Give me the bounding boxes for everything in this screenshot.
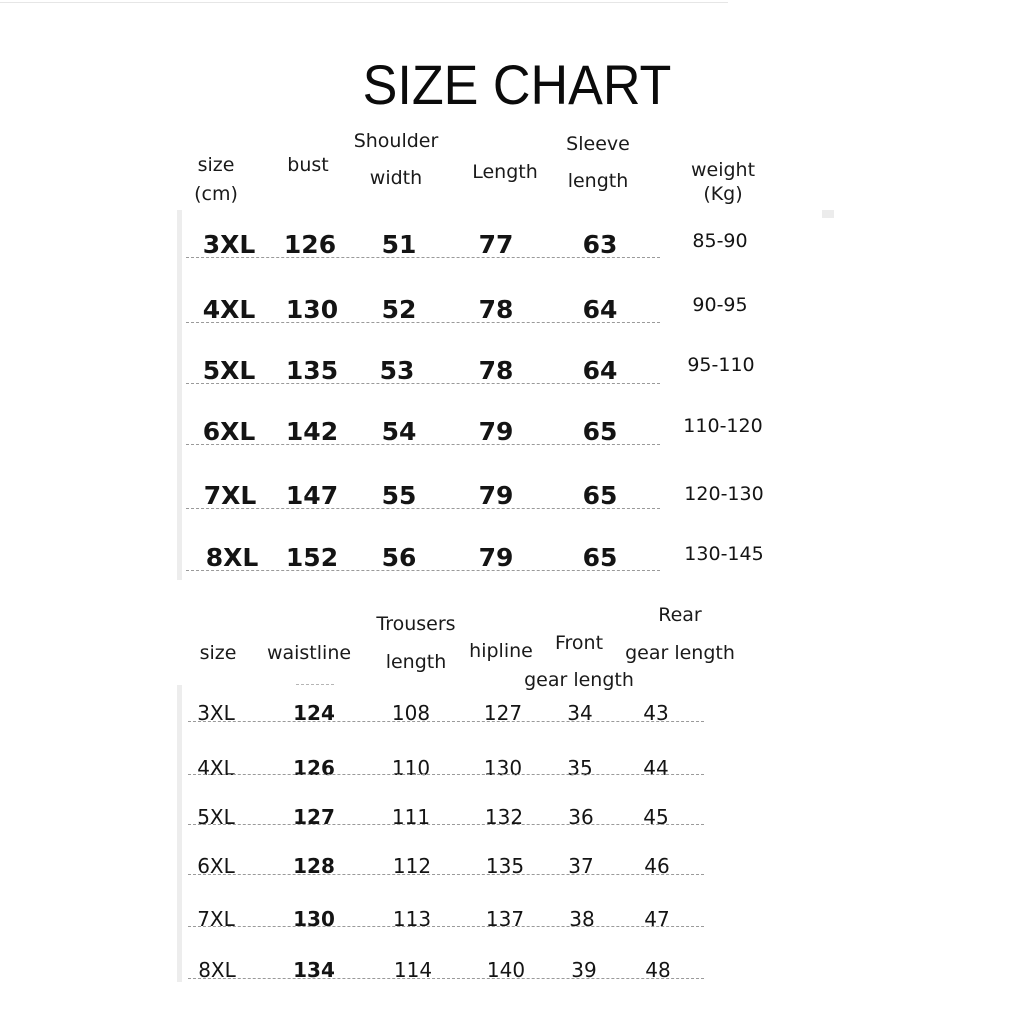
cell-bust: 147: [285, 481, 339, 510]
cell-weight: 130-145: [684, 543, 764, 565]
page-title: SIZE CHART: [362, 53, 672, 116]
cell-weight: 95-110: [687, 354, 755, 376]
row-dash: [188, 774, 704, 775]
header-size: size: [199, 642, 237, 664]
table-left-bar: [177, 685, 182, 982]
cell-hipline: 135: [485, 854, 525, 878]
cell-size: 6XL: [202, 417, 256, 446]
header-weight: weight (Kg): [690, 159, 756, 205]
cell-bust: 135: [285, 356, 339, 385]
cell-hipline: 140: [486, 958, 526, 982]
cell-rear: 47: [644, 907, 670, 931]
cell-trousers: 110: [391, 756, 431, 780]
row-dash: [186, 570, 660, 571]
row-dash: [188, 721, 704, 722]
cell-hipline: 130: [483, 756, 523, 780]
cell-trousers: 108: [391, 701, 431, 725]
header-hipline: hipline: [469, 640, 533, 662]
cell-hipline: 137: [485, 907, 525, 931]
cell-size: 4XL: [197, 756, 235, 780]
cell-waistline: 126: [293, 756, 335, 780]
cell-bust: 142: [285, 417, 339, 446]
header-trousers-length: Trousers length: [376, 613, 456, 673]
cell-waistline: 124: [293, 701, 335, 725]
cell-front: 37: [568, 854, 594, 878]
cell-sleeve: 64: [582, 295, 618, 324]
cell-size: 3XL: [202, 230, 256, 259]
cell-shoulder: 51: [381, 230, 417, 259]
row-dash: [186, 322, 660, 323]
header-bust: bust: [287, 154, 329, 176]
cell-front: 36: [568, 805, 594, 829]
cell-size: 8XL: [198, 958, 236, 982]
cell-front: 39: [571, 958, 597, 982]
cell-trousers: 112: [392, 854, 432, 878]
decorative-speck: [822, 210, 834, 218]
cell-size: 7XL: [203, 481, 257, 510]
table-left-bar: [177, 210, 182, 580]
cell-sleeve: 65: [582, 417, 618, 446]
cell-shoulder: 54: [381, 417, 417, 446]
header-front-gear-length: Front gear length: [524, 632, 634, 691]
row-dash: [186, 383, 660, 384]
cell-front: 38: [569, 907, 595, 931]
cell-length: 79: [478, 417, 514, 446]
cell-sleeve: 64: [582, 356, 618, 385]
cell-size: 5XL: [202, 356, 256, 385]
row-dash: [186, 508, 660, 509]
row-dash: [188, 926, 704, 927]
header-sleeve-length: Sleeve length: [566, 133, 630, 192]
cell-length: 77: [478, 230, 514, 259]
cell-bust: 126: [283, 230, 337, 259]
cell-shoulder: 52: [381, 295, 417, 324]
cell-size: 7XL: [197, 907, 235, 931]
cell-rear: 44: [643, 756, 669, 780]
cell-waistline: 127: [293, 805, 335, 829]
cell-hipline: 127: [483, 701, 523, 725]
cell-trousers: 114: [393, 958, 433, 982]
cell-weight: 120-130: [684, 483, 764, 505]
cell-rear: 43: [643, 701, 669, 725]
cell-waistline: 134: [293, 958, 335, 982]
cell-size: 4XL: [202, 295, 256, 324]
header-length: Length: [472, 161, 538, 183]
cell-rear: 46: [644, 854, 670, 878]
cell-trousers: 111: [391, 805, 431, 829]
cell-front: 35: [567, 756, 593, 780]
cell-weight: 110-120: [683, 415, 763, 437]
cell-waistline: 130: [293, 907, 335, 931]
cell-weight: 90-95: [692, 294, 748, 316]
cell-size: 3XL: [197, 701, 235, 725]
cell-rear: 48: [645, 958, 671, 982]
cell-shoulder: 53: [379, 356, 415, 385]
row-dash: [186, 257, 660, 258]
cell-hipline: 132: [484, 805, 524, 829]
cell-sleeve: 63: [582, 230, 618, 259]
row-dash: [188, 824, 704, 825]
cell-waistline: 128: [293, 854, 335, 878]
row-dash: [188, 874, 704, 875]
row-dash: [186, 444, 660, 445]
cell-shoulder: 55: [381, 481, 417, 510]
cell-size: 5XL: [197, 805, 235, 829]
header-waistline: waistline: [266, 642, 352, 664]
header-size: size (cm): [194, 154, 238, 205]
cell-size: 6XL: [197, 854, 235, 878]
cell-size: 8XL: [205, 543, 259, 572]
header-shoulder-width: Shoulder width: [353, 130, 439, 189]
cell-shoulder: 56: [381, 543, 417, 572]
cell-length: 79: [478, 481, 514, 510]
cell-rear: 45: [643, 805, 669, 829]
cell-length: 79: [478, 543, 514, 572]
top-divider: [0, 2, 728, 3]
cell-bust: 152: [285, 543, 339, 572]
header-underline: [296, 684, 334, 685]
cell-trousers: 113: [392, 907, 432, 931]
cell-sleeve: 65: [582, 543, 618, 572]
header-rear-gear-length: Rear gear length: [625, 604, 735, 664]
cell-length: 78: [478, 295, 514, 324]
cell-front: 34: [567, 701, 593, 725]
cell-bust: 130: [285, 295, 339, 324]
row-dash: [188, 978, 704, 979]
cell-weight: 85-90: [692, 230, 748, 252]
cell-length: 78: [478, 356, 514, 385]
cell-sleeve: 65: [582, 481, 618, 510]
